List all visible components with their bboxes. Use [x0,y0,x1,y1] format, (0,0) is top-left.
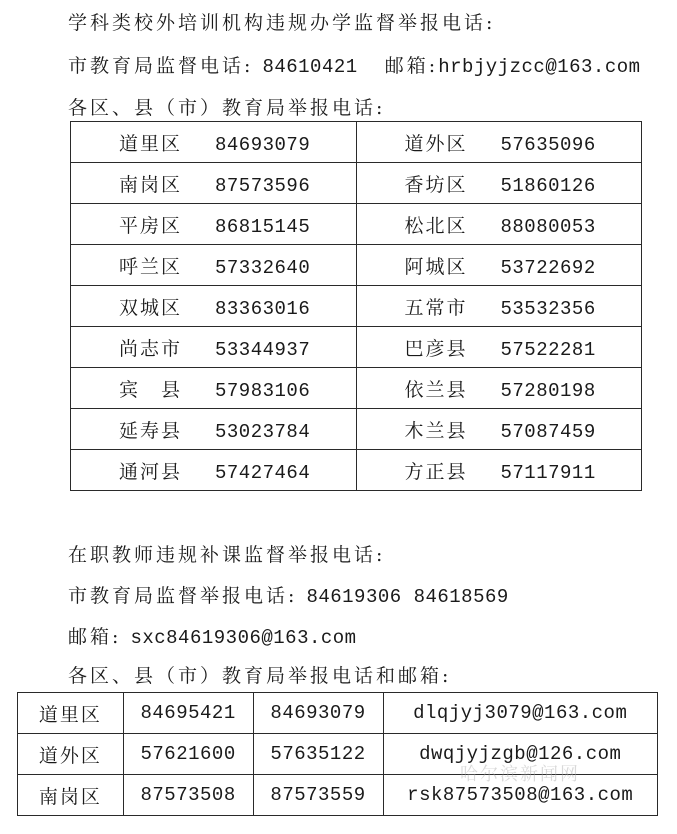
watermark: 哈尔滨新闻网 [460,764,580,785]
city-phones: 84619306 84618569 [306,586,509,608]
email-label: 邮箱: [68,626,122,648]
district-name: 延寿县 [119,419,183,442]
district-phone: 88080053 [500,215,596,238]
section2-title: 在职教师违规补课监督举报电话: [68,544,386,566]
district-phone: 87573596 [215,174,311,197]
district-email: dwqjyjzgb@126.com [383,734,658,775]
section1-city-contact [68,51,641,78]
district-cell [356,204,642,245]
district-name: 尚志市 [119,337,183,360]
table-row [71,245,642,286]
table-row [71,286,642,327]
city-phone-label: 市教育局监督电话: [68,55,254,77]
table-row [71,122,642,163]
district-name: 松北区 [404,214,468,237]
district-name: 依兰县 [404,378,468,401]
section1-district-heading: 各区、县（市）教育局举报电话: [68,97,386,119]
table-row [18,693,658,734]
district-name: 五常市 [404,296,468,319]
table-row [71,450,642,491]
district-phone: 84693079 [215,133,311,156]
city-email: sxc84619306@163.com [130,627,357,649]
district-phone: 51860126 [500,174,596,197]
district-phone-1: 57621600 [123,734,253,775]
district-cell [356,368,642,409]
district-name: 双城区 [119,296,183,319]
district-cell [71,204,357,245]
district-phone: 53344937 [215,338,311,361]
district-name: 宾 县 [119,378,183,401]
district-phone: 53532356 [500,297,596,320]
table-row [71,368,642,409]
district-name: 南岗区 [119,173,183,196]
table-row [71,327,642,368]
district-name: 呼兰区 [119,255,183,278]
district-email: rsk87573508@163.com [383,775,658,816]
district-phone: 57117911 [500,461,596,484]
table-row [71,204,642,245]
district-phone: 86815145 [215,215,311,238]
district-name: 通河县 [119,460,183,483]
district-phone-1: 87573508 [123,775,253,816]
district-phone: 57332640 [215,256,311,279]
district-name: 阿城区 [404,255,468,278]
district-phone: 57983106 [215,379,311,402]
section2-email-line [68,622,357,649]
district-cell [71,368,357,409]
district-cell [71,163,357,204]
district-cell [71,450,357,491]
district-cell [71,245,357,286]
district-phone: 53722692 [500,256,596,279]
district-name: 香坊区 [404,173,468,196]
district-name: 平房区 [119,214,183,237]
city-phone: 84610421 [262,56,358,78]
city-phone-label: 市教育局监督举报电话: [68,585,298,607]
district-cell [356,450,642,491]
district-phone: 83363016 [215,297,311,320]
district-phone-2: 84693079 [253,693,383,734]
table-row [71,409,642,450]
district-phone-1: 84695421 [123,693,253,734]
section2-district-heading: 各区、县（市）教育局举报电话和邮箱: [68,665,452,687]
district-cell [71,122,357,163]
district-cell [356,327,642,368]
district-phone: 57635096 [500,133,596,156]
district-phone: 57427464 [215,461,311,484]
district-phone: 57280198 [500,379,596,402]
district-cell [356,122,642,163]
district-name: 道里区 [119,132,183,155]
email-label: 邮箱: [384,55,439,77]
district-contact-table [17,692,658,816]
district-phone-table [70,121,642,491]
district-cell [356,245,642,286]
table-row [71,163,642,204]
district-name: 巴彦县 [404,337,468,360]
district-phone: 57087459 [500,420,596,443]
district-cell [356,163,642,204]
section2-city-contact [68,581,509,608]
district-cell [71,286,357,327]
district-cell [71,409,357,450]
district-name: 道里区 [18,693,124,734]
district-name: 道外区 [18,734,124,775]
district-name: 方正县 [404,460,468,483]
district-phone: 57522281 [500,338,596,361]
city-email: hrbjyjzcc@163.com [438,56,641,78]
section1-title: 学科类校外培训机构违规办学监督举报电话: [68,12,496,34]
district-phone-2: 87573559 [253,775,383,816]
district-phone: 53023784 [215,420,311,443]
district-cell [356,409,642,450]
district-name: 木兰县 [404,419,468,442]
district-email: dlqjyj3079@163.com [383,693,658,734]
district-phone-2: 57635122 [253,734,383,775]
district-cell [71,327,357,368]
district-name: 南岗区 [18,775,124,816]
district-name: 道外区 [404,132,468,155]
district-cell [356,286,642,327]
